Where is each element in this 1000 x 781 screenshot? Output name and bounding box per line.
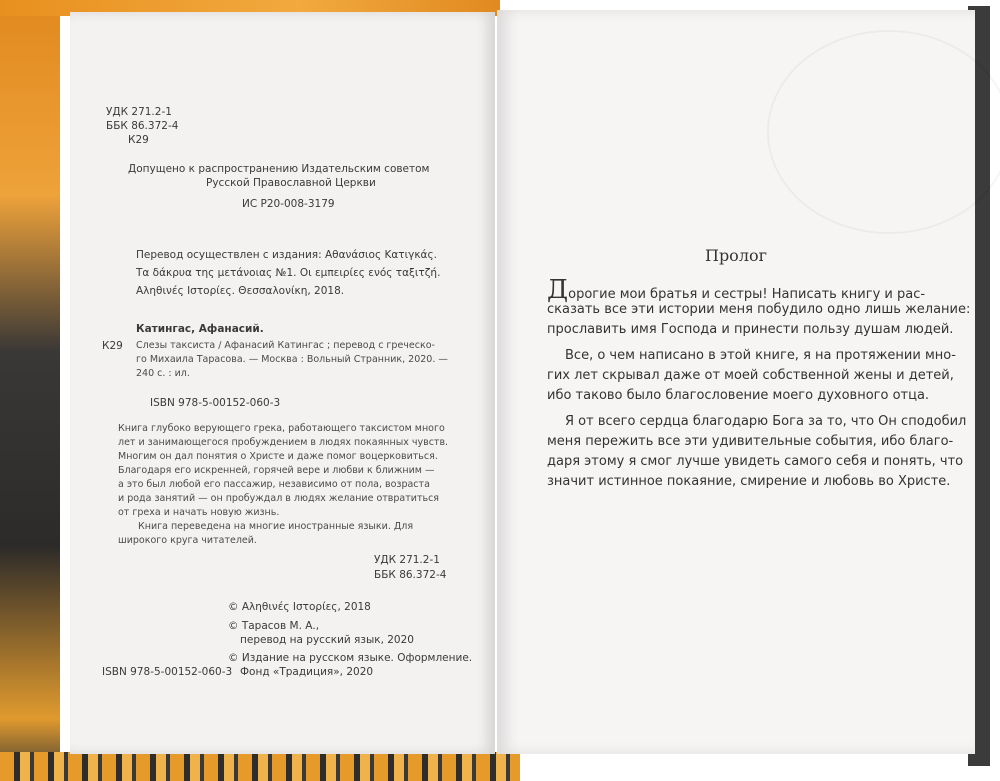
paragraph-line: Я от всего сердца благодарю Бога за то, что Он сподобил bbox=[565, 414, 967, 429]
annotation-line: Книга глубоко верующего грека, работающего таксистом много bbox=[118, 423, 445, 434]
copyright-line: © Αληθινές Ιστορίες, 2018 bbox=[228, 601, 371, 613]
translation-note: Τα δάκρυα της μετάνοιας №1. Οι εμπειρίες ενός ταξιτζή. bbox=[136, 267, 441, 279]
copyright-line: Фонд «Традиция», 2020 bbox=[240, 666, 374, 678]
book-cover-left-edge bbox=[0, 0, 60, 781]
drop-cap: Д bbox=[547, 275, 569, 305]
annotation-line: лет и занимающегося пробуждением в людях покаянных чувств. bbox=[118, 437, 449, 448]
isbn: ISBN 978-5-00152-060-3 bbox=[150, 397, 281, 409]
copyright-line: © Издание на русском языке. Оформление. bbox=[228, 652, 473, 664]
approval-code: ИС Р20-008-3179 bbox=[242, 198, 335, 210]
author-mark-side: К29 bbox=[102, 340, 123, 352]
paragraph-line: даря этому я смог лучше увидеть самого себя и понять, что bbox=[547, 454, 964, 469]
approval-line: Допущено к распространению Издательским советом bbox=[128, 163, 430, 175]
catalog-line: го Михаила Тарасова. — Москва : Вольный Странник, 2020. — bbox=[136, 354, 448, 365]
right-page bbox=[497, 10, 975, 754]
paragraph-line: Дорогие мои братья и сестры! Написать книгу и рас- bbox=[547, 275, 926, 305]
paragraph-line: гих лет скрывал даже от моей собственной жены и детей, bbox=[547, 368, 954, 383]
paragraph-line: прославить имя Господа и принести пользу душам людей. bbox=[547, 322, 954, 337]
translation-note: Перевод осуществлен с издания: Αθανάσιος Κατιγκάς. bbox=[136, 249, 437, 261]
catalog-line: Слезы таксиста / Афанасий Катингас ; перевод с греческо- bbox=[136, 340, 435, 351]
annotation-line: и рода занятий — он пробуждал в людях желание отвратиться bbox=[118, 493, 440, 504]
author-mark: К29 bbox=[128, 134, 149, 146]
translation-note: Αληθινές Ιστορίες. Θεσσαλονίκη, 2018. bbox=[136, 285, 345, 297]
paragraph-line: меня пережить все эти удивительные события, ибо благо- bbox=[547, 434, 954, 449]
copyright-line: перевод на русский язык, 2020 bbox=[240, 634, 414, 646]
book-cover-bottom-edge bbox=[0, 752, 520, 781]
annotation-line: а это был любой его пассажир, независимо от пола, возраста bbox=[118, 479, 430, 490]
author-heading: Катингас, Афанасий. bbox=[136, 323, 264, 335]
annotation-line: Многим он дал понятия о Христе и даже помог воцерковиться. bbox=[118, 451, 438, 462]
annotation-line: от греха и начать новую жизнь. bbox=[118, 507, 280, 518]
catalog-line: 240 с. : ил. bbox=[136, 368, 190, 379]
isbn: ISBN 978-5-00152-060-3 bbox=[102, 666, 233, 678]
udk-code: УДК 271.2-1 bbox=[106, 106, 172, 118]
copyright-line: © Тарасов М. А., bbox=[228, 620, 320, 632]
paragraph-line: значит истинное покаяние, смирение и любовь во Христе. bbox=[547, 474, 951, 489]
bbk-code: ББК 86.372-4 bbox=[374, 569, 447, 581]
paragraph-line: ибо таково было благословение моего духовного отца. bbox=[547, 388, 930, 403]
annotation-line: Книга переведена на многие иностранные языки. Для bbox=[138, 521, 414, 532]
chapter-title: Пролог bbox=[704, 246, 767, 265]
annotation-line: широкого круга читателей. bbox=[118, 535, 257, 546]
paragraph-line: Все, о чем написано в этой книге, я на протяжении мно- bbox=[565, 348, 956, 363]
udk-code: УДК 271.2-1 bbox=[374, 554, 440, 566]
approval-line: Русской Православной Церкви bbox=[206, 177, 376, 189]
faint-illustration bbox=[767, 30, 1000, 234]
paragraph-line: сказать все эти истории меня побудило одно лишь желание: bbox=[547, 302, 971, 317]
left-page bbox=[70, 12, 495, 754]
bbk-code: ББК 86.372-4 bbox=[106, 120, 179, 132]
annotation-line: Благодаря его искренней, горячей вере и любви к ближним — bbox=[118, 465, 435, 476]
